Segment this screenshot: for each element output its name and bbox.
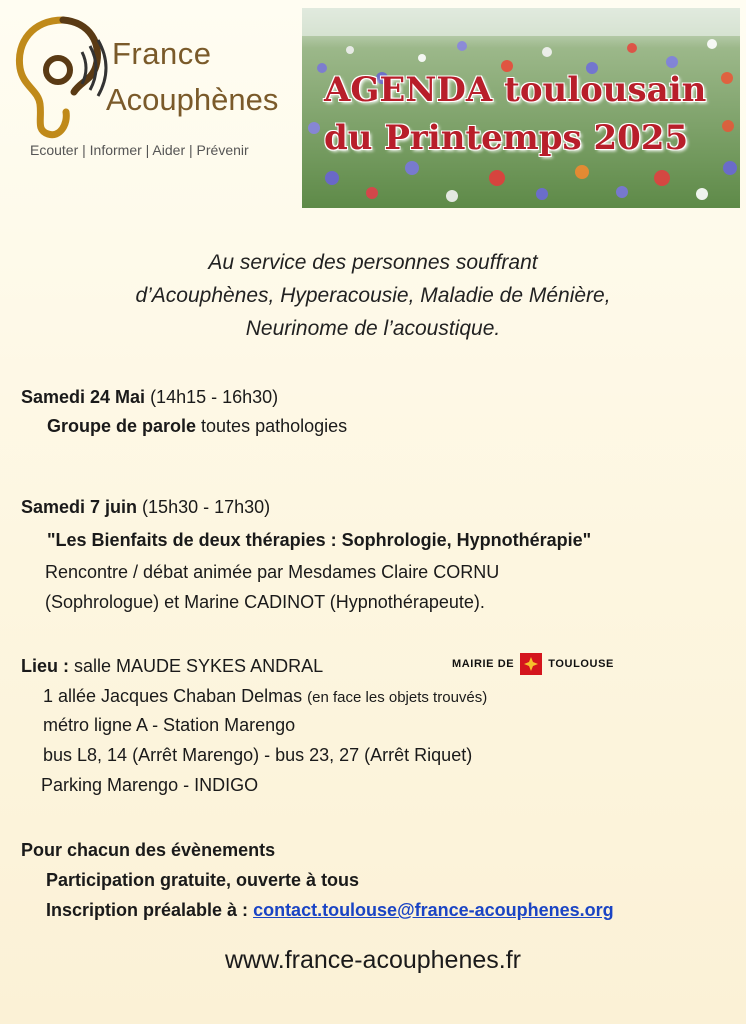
spring-banner	[302, 8, 740, 208]
common-free: Participation gratuite, ouverte à tous	[46, 870, 360, 890]
venue-address: 1 allée Jacques Chaban Delmas	[43, 686, 308, 706]
ear-sound-waves-icon	[8, 12, 118, 142]
intro-line: d’Acouphènes, Hyperacousie, Maladie de Ménière,	[135, 284, 611, 307]
event1-desc: toutes pathologies	[196, 416, 348, 436]
event2-desc-line2: (Sophrologue) et Marine CADINOT (Hypnothérapeute).	[45, 592, 485, 612]
event2-title: "Les Bienfaits de deux thérapies : Sophrologie, Hypnothérapie"	[47, 530, 592, 550]
event1-date-line	[21, 387, 278, 408]
logo-word-acouphenes: Acouphènes	[106, 82, 279, 117]
venue-address-note: (en face les objets trouvés)	[307, 689, 488, 706]
intro-line: Au service des personnes souffrant	[208, 251, 538, 274]
event2-date-line	[21, 497, 270, 518]
venue-address-line	[43, 686, 487, 707]
venue-name: salle MAUDE SYKES ANDRAL	[69, 656, 324, 676]
event2-date: Samedi 7 juin	[21, 497, 138, 517]
banner-title-line2: du Printemps 2025	[324, 118, 689, 158]
banner-title-line1: AGENDA toulousain	[324, 70, 707, 110]
intro-text	[0, 246, 746, 345]
venue-name-line	[21, 656, 323, 677]
logo	[8, 12, 298, 162]
venue-metro: métro ligne A - Station Marengo	[43, 715, 296, 735]
event2-desc-line1: Rencontre / débat animée par Mesdames Claire CORNU	[45, 562, 500, 582]
logo-tagline: Ecouter | Informer | Aider | Prévenir	[30, 142, 249, 158]
mairie-right-text: TOULOUSE	[548, 658, 614, 670]
event1-title-line	[47, 416, 347, 437]
mairie-toulouse-logo	[452, 653, 614, 675]
common-registration-line	[46, 900, 614, 921]
website-url[interactable]: www.france-acouphenes.fr	[225, 946, 521, 974]
event1-time: (14h15 - 16h30)	[145, 387, 279, 407]
common-heading: Pour chacun des évènements	[21, 840, 276, 860]
event2-time: (15h30 - 17h30)	[137, 497, 271, 517]
venue-label: Lieu :	[21, 656, 69, 676]
event1-title: Groupe de parole	[47, 416, 197, 436]
contact-email-link[interactable]: contact.toulouse@france-acouphenes.org	[253, 900, 614, 920]
mairie-left-text: MAIRIE DE	[452, 658, 515, 670]
logo-word-france: France	[112, 36, 212, 71]
toulouse-cross-icon	[520, 653, 542, 675]
registration-label: Inscription préalable à :	[46, 900, 254, 920]
venue-bus: bus L8, 14 (Arrêt Marengo) - bus 23, 27 (Arrêt Riquet)	[43, 745, 473, 765]
intro-line: Neurinome de l’acoustique.	[245, 317, 501, 340]
venue-parking: Parking Marengo - INDIGO	[41, 775, 259, 795]
event1-date: Samedi 24 Mai	[21, 387, 146, 407]
